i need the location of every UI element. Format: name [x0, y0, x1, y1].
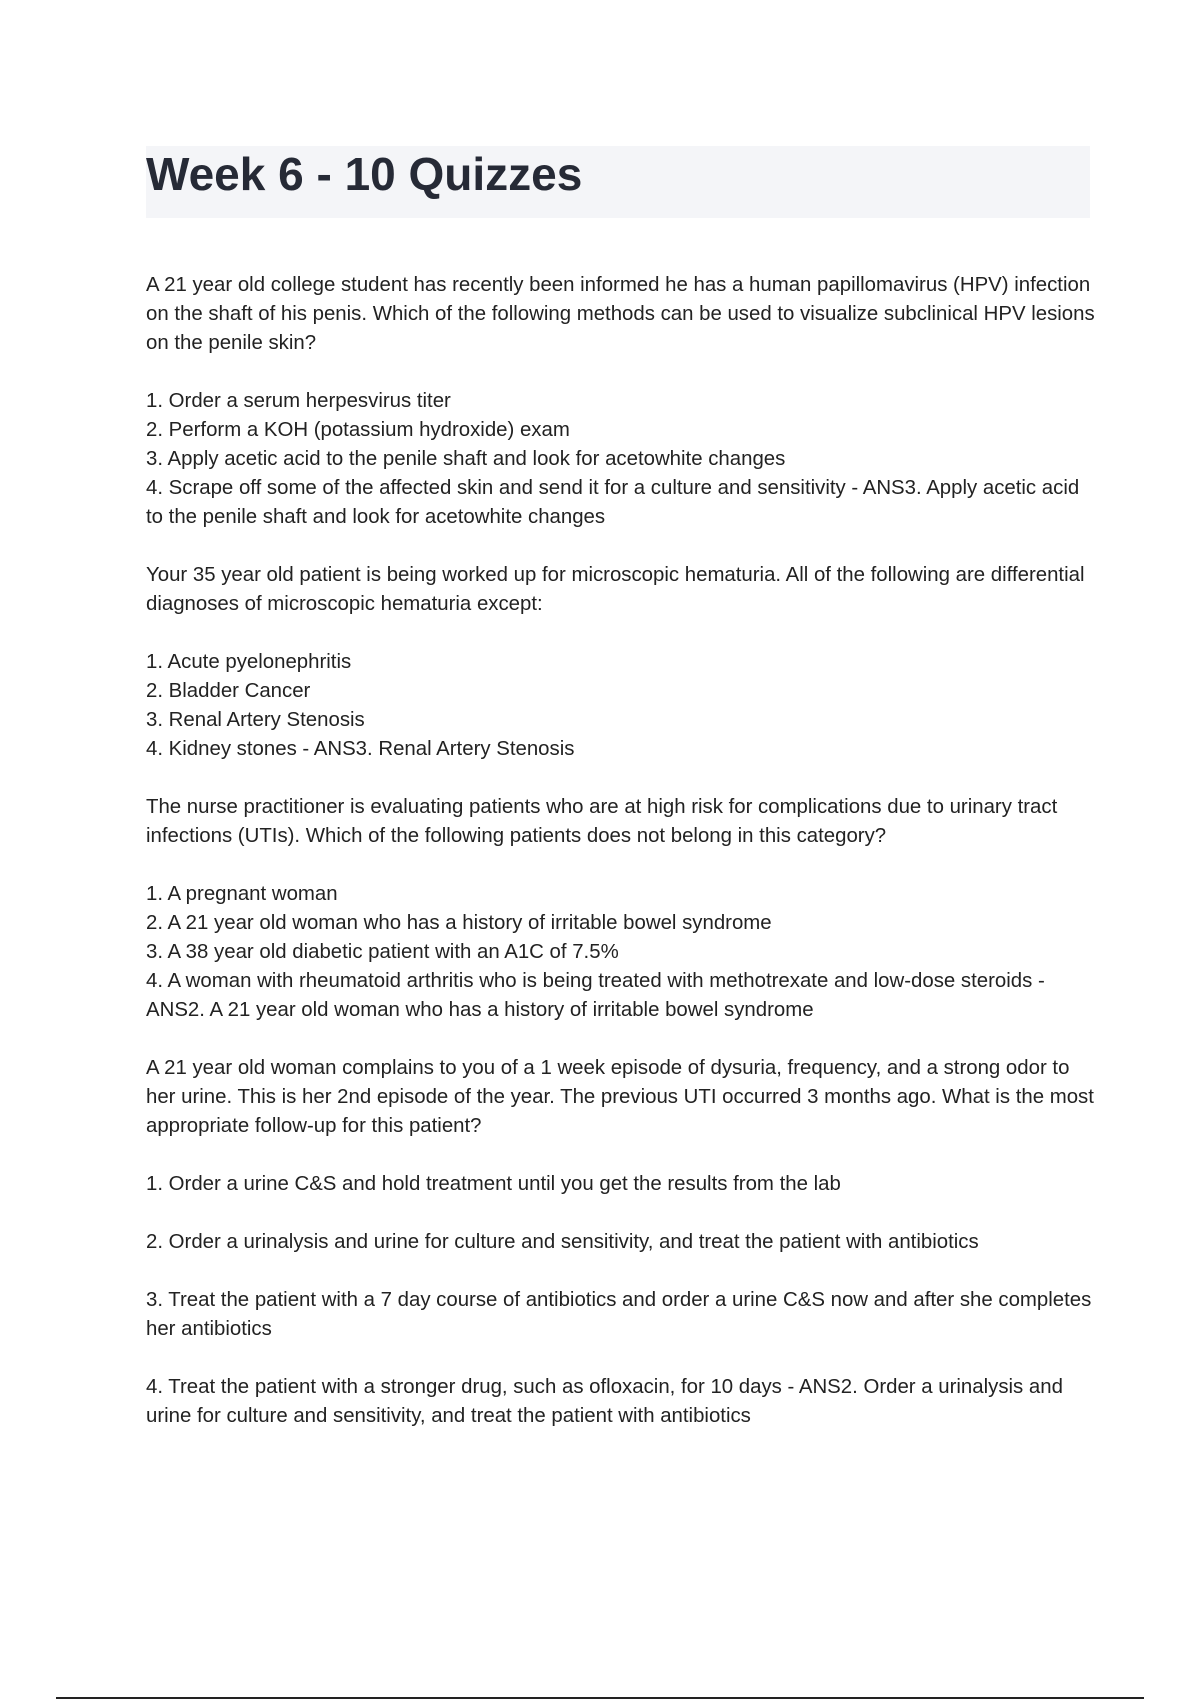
page-title: Week 6 - 10 Quizzes [146, 148, 583, 200]
question-block [146, 561, 1096, 764]
answer-option: 4. Scrape off some of the affected skin and send it for a culture and sensitivity - ANS3. Apply acetic acid to the penile shaft and look for acetowhite changes [146, 477, 1080, 528]
answer-option: 2. Order a urinalysis and urine for culture and sensitivity, and treat the patient with antibiotics [146, 1231, 979, 1253]
answer-option: 4. Treat the patient with a stronger drug, such as ofloxacin, for 10 days - ANS2. Order a urinalysis and urine for culture and sensitivity, and treat the patient with antibiotics [146, 1376, 1063, 1427]
answer-option: 1. A pregnant woman [146, 883, 338, 905]
question-block [146, 1054, 1096, 1431]
question-prompt: A 21 year old woman complains to you of a 1 week episode of dysuria, frequency, and a strong odor to her urine. This is her 2nd episode of the year. The previous UTI occurred 3 months ago. What is the most appropriate follow-up for this patient? [146, 1057, 1094, 1137]
answer-option: 3. Renal Artery Stenosis [146, 709, 365, 731]
quiz-content [146, 271, 1096, 1460]
answer-option: 3. A 38 year old diabetic patient with an A1C of 7.5% [146, 941, 619, 963]
answer-option: 3. Apply acetic acid to the penile shaft and look for acetowhite changes [146, 448, 786, 470]
answer-option: 1. Acute pyelonephritis [146, 651, 352, 673]
answer-option: 4. A woman with rheumatoid arthritis who is being treated with methotrexate and low-dose steroids - ANS2. A 21 year old woman who has a history of irritable bowel syndrome [146, 970, 1045, 1021]
answer-option: 2. A 21 year old woman who has a history of irritable bowel syndrome [146, 912, 772, 934]
question-block [146, 793, 1096, 1025]
question-block [146, 271, 1096, 532]
question-prompt: Your 35 year old patient is being worked up for microscopic hematuria. All of the following are differential diagnoses of microscopic hematuria except: [146, 564, 1085, 615]
question-prompt: A 21 year old college student has recently been informed he has a human papillomavirus (HPV) infection on the shaft of his penis. Which of the following methods can be used to visualize subclinical HPV lesions on the penile skin? [146, 274, 1095, 354]
answer-option: 1. Order a urine C&S and hold treatment until you get the results from the lab [146, 1173, 841, 1195]
footer-divider [56, 1697, 1144, 1699]
answer-option: 2. Bladder Cancer [146, 680, 311, 702]
answer-option: 2. Perform a KOH (potassium hydroxide) exam [146, 419, 570, 441]
answer-option: 4. Kidney stones - ANS3. Renal Artery Stenosis [146, 738, 575, 760]
answer-option: 1. Order a serum herpesvirus titer [146, 390, 451, 412]
answer-option: 3. Treat the patient with a 7 day course of antibiotics and order a urine C&S now and after she completes her antibiotics [146, 1289, 1092, 1340]
question-prompt: The nurse practitioner is evaluating patients who are at high risk for complications due to urinary tract infections (UTIs). Which of the following patients does not belong in this category? [146, 796, 1058, 847]
